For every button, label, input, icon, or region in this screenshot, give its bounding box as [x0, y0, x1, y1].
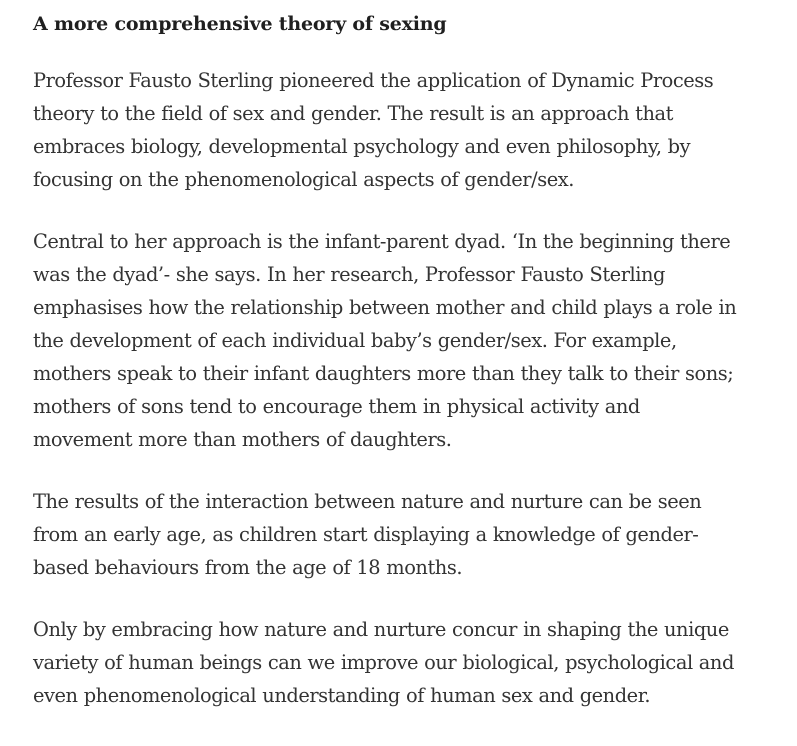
- paragraph-line: The results of the interaction between nature and nurture can be seen: [33, 490, 702, 513]
- paragraph-line: variety of human beings can we improve our biological, psychological and: [33, 651, 734, 674]
- paragraph-line: Central to her approach is the infant-parent dyad. ‘In the beginning there: [33, 230, 731, 253]
- paragraph-line: Professor Fausto Sterling pioneered the application of Dynamic Process: [33, 69, 714, 92]
- paragraph-line: even phenomenological understanding of human sex and gender.: [33, 684, 651, 707]
- paragraph-nature-nurture-results: [33, 485, 783, 584]
- paragraph-line: the development of each individual baby’s gender/sex. For example,: [33, 329, 677, 352]
- paragraph-line: emphasises how the relationship between mother and child plays a role in: [33, 296, 737, 319]
- paragraph-line: embraces biology, developmental psychology and even philosophy, by: [33, 135, 691, 158]
- paragraph-infant-parent-dyad: [33, 225, 783, 456]
- paragraph-line: mothers of sons tend to encourage them in physical activity and: [33, 395, 640, 418]
- paragraph-line: from an early age, as children start displaying a knowledge of gender-: [33, 523, 699, 546]
- article-heading: A more comprehensive theory of sexing: [33, 13, 447, 35]
- paragraph-line: theory to the field of sex and gender. The result is an approach that: [33, 102, 674, 125]
- article-body: [33, 0, 783, 712]
- paragraph-conclusion: [33, 613, 783, 712]
- paragraph-line: mothers speak to their infant daughters more than they talk to their sons;: [33, 362, 734, 385]
- paragraph-line: Only by embracing how nature and nurture concur in shaping the unique: [33, 618, 729, 641]
- paragraph-line: was the dyad’- she says. In her research, Professor Fausto Sterling: [33, 263, 666, 286]
- paragraph-line: focusing on the phenomenological aspects of gender/sex.: [33, 168, 574, 191]
- paragraph-dynamic-process: [33, 64, 783, 196]
- paragraph-line: movement more than mothers of daughters.: [33, 428, 452, 451]
- paragraph-line: based behaviours from the age of 18 months.: [33, 556, 463, 579]
